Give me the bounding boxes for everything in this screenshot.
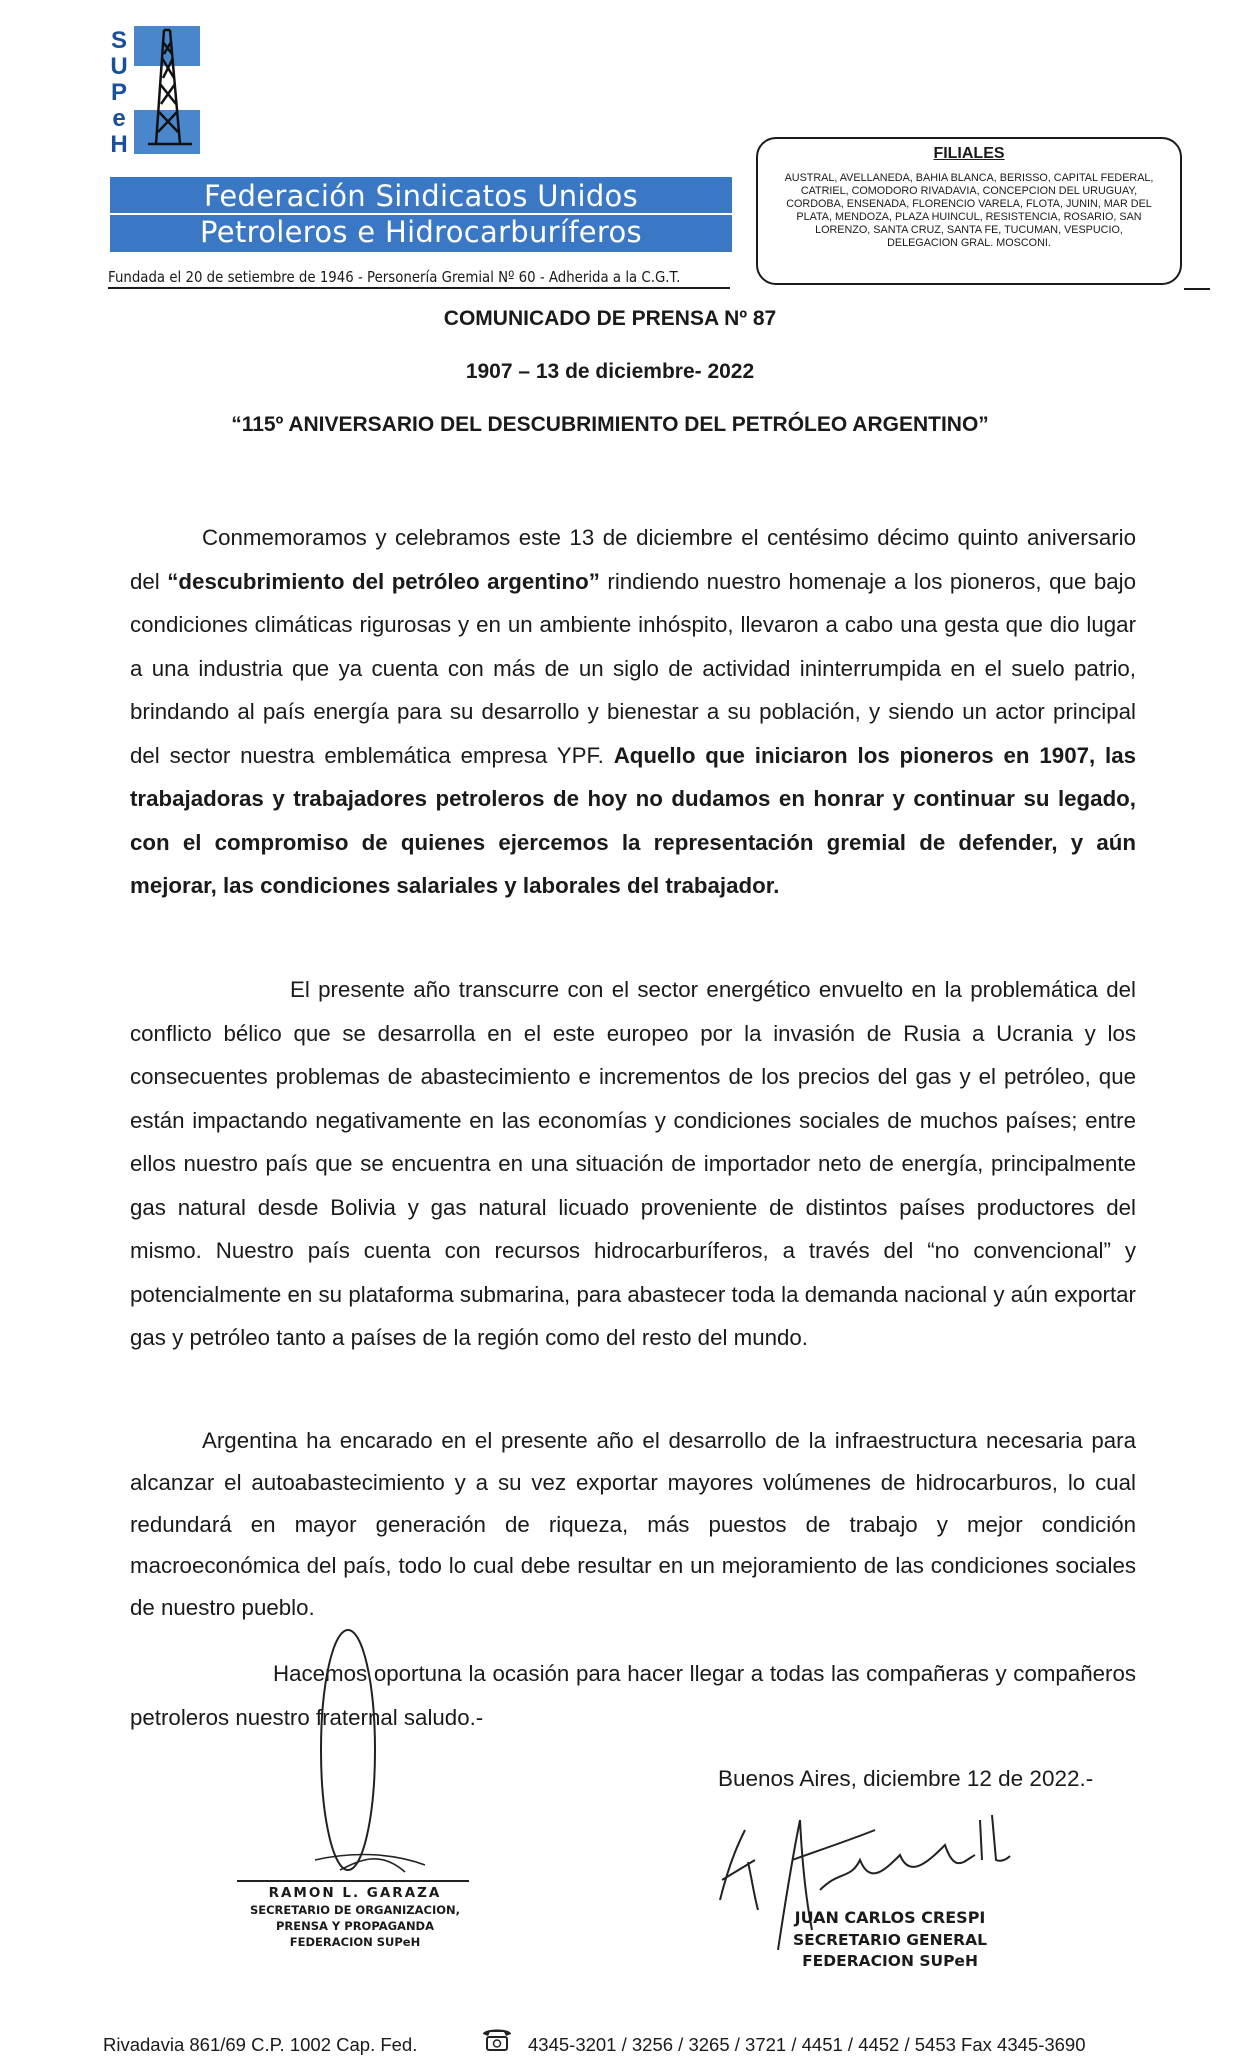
footer-phones: 4345-3201 / 3256 / 3265 / 3721 / 4451 / 4452 / 5453 Fax 4345-3690	[528, 2034, 1086, 2055]
press-release-dates: 1907 – 13 de diciembre- 2022	[465, 360, 755, 383]
filiales-box	[756, 137, 1182, 285]
filiales-list: AUSTRAL, AVELLANEDA, BAHIA BLANCA, BERISSO, CAPITAL FEDERAL, CATRIEL, COMODORO RIVADAVIA, CONCEPCION DEL URUGUAY, CORDOBA, ENSENADA, FLORENCIO VARELA, FLOTA, JUNIN, MAR DEL PLATA, MENDOZA, PLAZA HUINCUL, RESISTENCIA, ROSARIO, SAN LORENZO, SANTA CRUZ, SANTA FE, TUCUMAN, VESPUCIO, DELEGACION GRAL. MOSCONI.	[784, 172, 1154, 249]
paragraph-1-text-a: Conmemoramos y celebramos este 13 de diciembre el centésimo décimo quinto aniversario del	[130, 525, 1136, 594]
right-role-line-1: SECRETARIO GENERAL	[793, 1931, 987, 1949]
paragraph-1-bold-statement: Aquello que iniciaron los pioneros en 1907, las trabajadoras y trabajadores petroleros de hoy no dudamos en honrar y continuar su legado, con el compromiso de quienes ejercemos la representación gremial de defender, y aún mejorar, las condiciones salariales y laborales del trabajador.	[130, 742, 1137, 898]
logo-letter: H	[110, 131, 128, 158]
right-signatory-role	[770, 1930, 1010, 1972]
telephone-icon	[480, 2026, 514, 2052]
banner-line-1: Federación Sindicatos Unidos	[203, 179, 638, 213]
left-role-line-3: FEDERACION SUPeH	[289, 1935, 421, 1949]
right-role-line-2: FEDERACION SUPeH	[802, 1952, 978, 1970]
filiales-rule	[1184, 288, 1210, 290]
left-signatory-role	[210, 1902, 500, 1950]
paragraph-4-text: Hacemos oportuna la ocasión para hacer llegar a todas las compañeras y compañeros petroleros nuestro fraternal saludo.-	[130, 1661, 1136, 1730]
paragraph-1-emphasis: “descubrimiento del petróleo argentino”	[167, 568, 600, 594]
paragraph-1	[130, 516, 1136, 908]
filiales-title: FILIALES	[933, 145, 1005, 162]
press-release-title: COMUNICADO DE PRENSA Nº 87	[443, 307, 777, 330]
paragraph-2-text: El presente año transcurre con el sector energético envuelto en la problemática del conflicto bélico que se desarrolla en el este europeo por la invasión de Rusia a Ucrania y los consecuentes problemas de abastecimiento e incrementos de los precios del gas y el petróleo, que están impactando negativamente en las economías y condiciones sociales de muchos países; entre ellos nuestro país que se encuentra en una situación de importador neto de energía, principalmente gas natural desde Bolivia y gas natural licuado proveniente de distintos países productores del mismo. Nuestro país cuenta con recursos hidrocarburíferos, a través del “no convencional” y potencialmente en su plataforma submarina, para abastecer toda la demanda nacional y aún exportar gas y petróleo tanto a países de la región como del resto del mundo.	[130, 977, 1136, 1350]
left-signature-line	[237, 1880, 469, 1882]
logo-letters	[108, 28, 130, 158]
left-signature-scribble	[220, 1620, 480, 1890]
left-role-line-1: SECRETARIO DE ORGANIZACION,	[249, 1903, 461, 1917]
paragraph-3-text: Argentina ha encarado en el presente año el desarrollo de la infraestructura necesaria para alcanzar el autoabastecimiento y a su vez exportar mayores volúmenes de hidrocarburos, lo cual redundará en mayor generación de riqueza, más puestos de trabajo y mejor condición macroeconómica del país, todo lo cual debe resultar en un mejoramiento de las condiciones sociales de nuestro pueblo.	[130, 1428, 1136, 1621]
paragraph-1-text-c: rindiendo nuestro homenaje a los pioneros, que bajo condiciones climáticas rigurosas y en un ambiente inhóspito, llevaron a cabo una gesta que dio lugar a una industria que ya cuenta con más de un siglo de actividad ininterrumpida en el suelo patrio, brindando al país energía para su desarrollo y bienestar a su población, y siendo un actor principal del sector nuestra emblemática empresa YPF.	[130, 568, 1137, 768]
right-signatory-name: JUAN CARLOS CRESPI	[794, 1908, 986, 1927]
federation-banner	[110, 177, 732, 252]
logo-letter: P	[110, 79, 127, 106]
logo-letter: S	[110, 27, 127, 54]
left-signatory-name: RAMON L. GARAZA	[268, 1885, 442, 1901]
place-date: Buenos Aires, diciembre 12 de 2022.-	[718, 1766, 1094, 1791]
founded-line: Fundada el 20 de setiembre de 1946 - Personería Gremial Nº 60 - Adherida a la C.G.T.	[108, 268, 681, 286]
footer-address: Rivadavia 861/69 C.P. 1002 Cap. Fed.	[103, 2034, 418, 2055]
logo-letter: U	[110, 53, 128, 80]
left-role-line-2: PRENSA Y PROPAGANDA	[275, 1919, 435, 1933]
logo-letter: e	[112, 105, 126, 132]
press-release-subtitle: “115º ANIVERSARIO DEL DESCUBRIMIENTO DEL PETRÓLEO ARGENTINO”	[231, 413, 989, 436]
paragraph-2	[130, 968, 1136, 1360]
letterhead-rule	[108, 287, 730, 289]
paragraph-3	[130, 1420, 1136, 1629]
banner-line-2: Petroleros e Hidrocarburíferos	[200, 215, 642, 249]
